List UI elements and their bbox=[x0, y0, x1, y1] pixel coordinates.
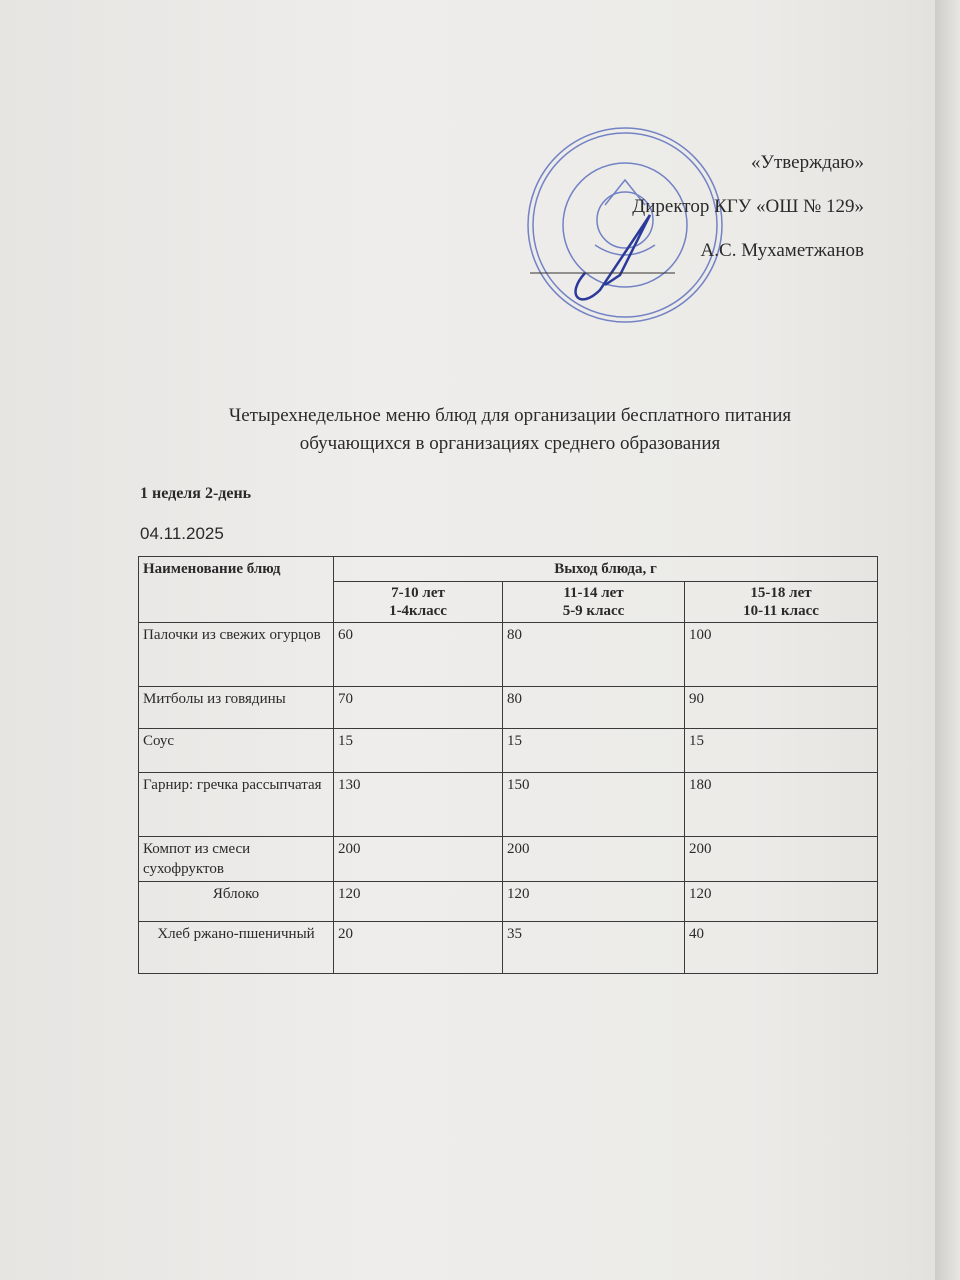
header-age-group bbox=[685, 582, 878, 623]
yield-value: 90 bbox=[685, 687, 878, 729]
yield-value: 20 bbox=[334, 922, 503, 974]
yield-value: 35 bbox=[503, 922, 685, 974]
header-yield: Выход блюда, г bbox=[334, 557, 878, 582]
dish-name: Палочки из свежих огурцов bbox=[139, 623, 334, 687]
document-title bbox=[140, 402, 880, 458]
yield-value: 150 bbox=[503, 773, 685, 837]
table-row bbox=[139, 922, 878, 974]
yield-value: 80 bbox=[503, 687, 685, 729]
page-edge bbox=[935, 0, 960, 1280]
menu-date: 04.11.2025 bbox=[140, 524, 224, 543]
yield-value: 70 bbox=[334, 687, 503, 729]
grade-range: 10-11 класс bbox=[743, 603, 819, 619]
grade-range: 5-9 класс bbox=[562, 603, 625, 619]
dish-name: Митболы из говядины bbox=[139, 687, 334, 729]
dish-name: Компот из смеси сухофруктов bbox=[139, 837, 334, 882]
yield-value: 120 bbox=[685, 882, 878, 922]
yield-value: 15 bbox=[334, 729, 503, 773]
director-position: Директор КГУ «ОШ № 129» bbox=[632, 196, 864, 217]
yield-value: 130 bbox=[334, 773, 503, 837]
yield-value: 100 bbox=[685, 623, 878, 687]
title-line-1: Четырехнедельное меню блюд для организации бесплатного питания bbox=[228, 405, 792, 426]
dish-name: Хлеб ржано-пшеничный bbox=[139, 922, 334, 974]
table-row bbox=[139, 687, 878, 729]
yield-value: 15 bbox=[503, 729, 685, 773]
yield-value: 200 bbox=[685, 837, 878, 882]
title-line-2: обучающихся в организациях среднего образования bbox=[299, 433, 721, 454]
table-row bbox=[139, 623, 878, 687]
yield-value: 200 bbox=[503, 837, 685, 882]
table-row bbox=[139, 773, 878, 837]
director-name: А.С. Мухаметжанов bbox=[700, 240, 864, 261]
dish-name: Гарнир: гречка рассыпчатая bbox=[139, 773, 334, 837]
header-dish-name: Наименование блюд bbox=[139, 557, 334, 623]
yield-value: 60 bbox=[334, 623, 503, 687]
header-age-group bbox=[334, 582, 503, 623]
age-range: 7-10 лет bbox=[391, 585, 445, 601]
week-day: 1 неделя 2-день bbox=[140, 485, 252, 502]
signature bbox=[576, 215, 650, 299]
approve-label: «Утверждаю» bbox=[751, 152, 864, 173]
yield-value: 120 bbox=[334, 882, 503, 922]
yield-value: 80 bbox=[503, 623, 685, 687]
yield-value: 120 bbox=[503, 882, 685, 922]
table-row bbox=[139, 837, 878, 882]
grade-range: 1-4класс bbox=[389, 603, 447, 619]
table-row bbox=[139, 882, 878, 922]
dish-name: Соус bbox=[139, 729, 334, 773]
header-age-group bbox=[503, 582, 685, 623]
official-stamp bbox=[525, 125, 725, 325]
age-range: 15-18 лет bbox=[750, 585, 812, 601]
yield-value: 200 bbox=[334, 837, 503, 882]
yield-value: 15 bbox=[685, 729, 878, 773]
menu-table bbox=[138, 556, 878, 974]
age-range: 11-14 лет bbox=[563, 585, 624, 601]
yield-value: 40 bbox=[685, 922, 878, 974]
yield-value: 180 bbox=[685, 773, 878, 837]
table-row bbox=[139, 729, 878, 773]
dish-name: Яблоко bbox=[139, 882, 334, 922]
